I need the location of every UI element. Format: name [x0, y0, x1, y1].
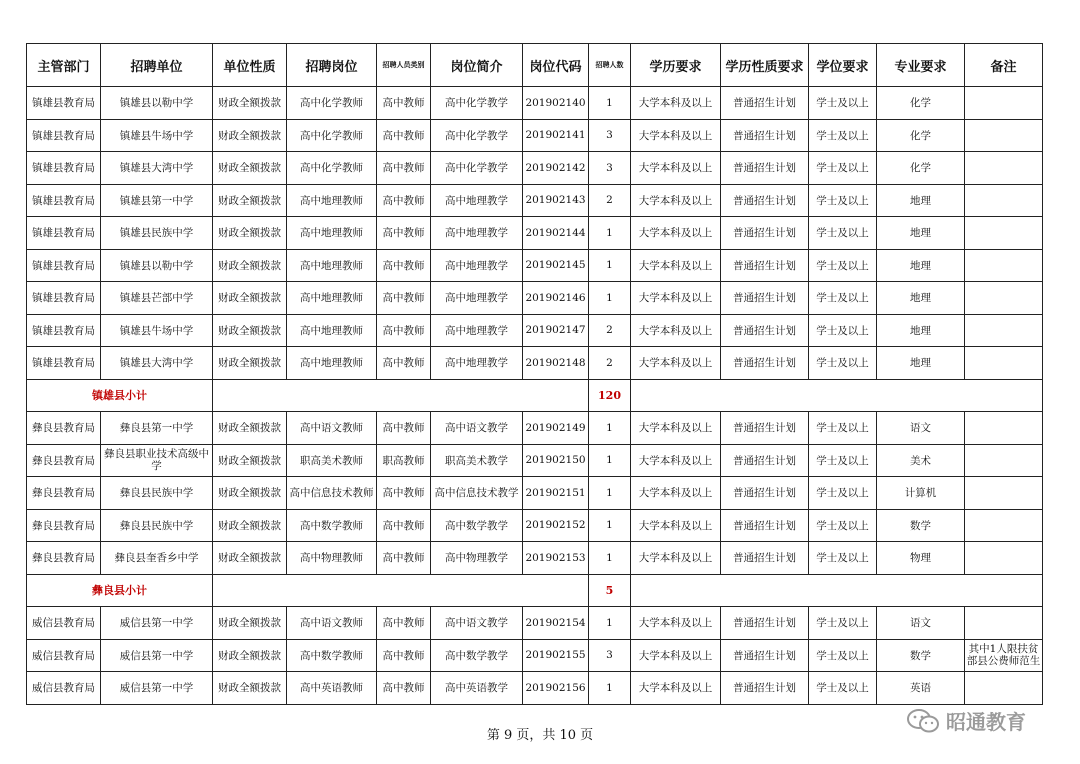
table-cell: 化学: [877, 152, 965, 185]
table-cell: 威信县教育局: [27, 672, 101, 705]
table-cell: 高中教师: [377, 87, 431, 120]
table-cell: 高中教师: [377, 412, 431, 445]
table-cell: [965, 477, 1043, 510]
table-cell: 201902149: [523, 412, 589, 445]
table-cell: 彝良县第一中学: [101, 412, 213, 445]
table-cell: 1: [589, 87, 631, 120]
table-cell: 财政全额拨款: [213, 314, 287, 347]
table-cell: 高中化学教学: [431, 119, 523, 152]
table-cell: 财政全额拨款: [213, 509, 287, 542]
table-cell: 2: [589, 184, 631, 217]
table-cell: 普通招生计划: [721, 347, 809, 380]
table-cell: [965, 412, 1043, 445]
table-cell: 财政全额拨款: [213, 119, 287, 152]
table-cell: 大学本科及以上: [631, 639, 721, 672]
table-cell: 3: [589, 639, 631, 672]
table-cell: 高中数学教师: [287, 509, 377, 542]
table-cell: 3: [589, 152, 631, 185]
table-cell: 语文: [877, 607, 965, 640]
subtotal-label: 彝良县小计: [27, 574, 213, 607]
table-cell: 普通招生计划: [721, 639, 809, 672]
table-cell: 镇雄县教育局: [27, 282, 101, 315]
table-cell: [965, 509, 1043, 542]
table-cell: 镇雄县大湾中学: [101, 152, 213, 185]
table-cell: 镇雄县教育局: [27, 249, 101, 282]
table-cell: 高中地理教师: [287, 217, 377, 250]
table-cell: 镇雄县牛场中学: [101, 119, 213, 152]
table-cell: [965, 542, 1043, 575]
table-cell: 高中化学教师: [287, 87, 377, 120]
table-cell: 大学本科及以上: [631, 87, 721, 120]
table-cell: 1: [589, 542, 631, 575]
table-cell: 201902148: [523, 347, 589, 380]
table-row: [27, 152, 1043, 185]
table-cell: 高中地理教师: [287, 347, 377, 380]
page-footer: 第 9 页，共 10 页: [486, 728, 594, 743]
table-cell: 普通招生计划: [721, 87, 809, 120]
table-cell: 1: [589, 217, 631, 250]
header-cell: 单位性质: [213, 44, 287, 87]
subtotal-total: 120: [589, 379, 631, 412]
subtotal-total: 5: [589, 574, 631, 607]
table-cell: 财政全额拨款: [213, 249, 287, 282]
table-cell: 大学本科及以上: [631, 249, 721, 282]
header-cell: 备注: [965, 44, 1043, 87]
table-cell: 数学: [877, 509, 965, 542]
subtotal-blank: [631, 574, 1043, 607]
table-cell: 普通招生计划: [721, 119, 809, 152]
watermark-text: 昭通教育: [946, 710, 1026, 734]
table-cell: 财政全额拨款: [213, 412, 287, 445]
table-cell: 大学本科及以上: [631, 444, 721, 477]
table-cell: 201902143: [523, 184, 589, 217]
table-cell: 高中地理教师: [287, 249, 377, 282]
table-cell: 高中地理教学: [431, 282, 523, 315]
table-row: [27, 184, 1043, 217]
table-cell: 镇雄县第一中学: [101, 184, 213, 217]
table-row: [27, 444, 1043, 477]
table-cell: 高中语文教师: [287, 412, 377, 445]
header-cell: 学历要求: [631, 44, 721, 87]
table-cell: 威信县第一中学: [101, 639, 213, 672]
watermark: [906, 706, 1026, 735]
table-cell: 高中数学教学: [431, 509, 523, 542]
table-cell: 镇雄县教育局: [27, 217, 101, 250]
table-cell: 财政全额拨款: [213, 184, 287, 217]
table-cell: 学士及以上: [809, 314, 877, 347]
table-cell: 1: [589, 412, 631, 445]
table-cell: [965, 314, 1043, 347]
table-cell: 职高美术教师: [287, 444, 377, 477]
table-cell: 学士及以上: [809, 87, 877, 120]
table-cell: 高中教师: [377, 217, 431, 250]
table-cell: [965, 607, 1043, 640]
table-cell: 财政全额拨款: [213, 217, 287, 250]
table-cell: 高中教师: [377, 152, 431, 185]
table-cell: 威信县教育局: [27, 607, 101, 640]
table-cell: [965, 672, 1043, 705]
table-cell: 财政全额拨款: [213, 347, 287, 380]
header-cell: 主管部门: [27, 44, 101, 87]
table-cell: 职高教师: [377, 444, 431, 477]
table-cell: 大学本科及以上: [631, 347, 721, 380]
table-cell: 地理: [877, 314, 965, 347]
table-cell: 大学本科及以上: [631, 607, 721, 640]
table-cell: 学士及以上: [809, 639, 877, 672]
table-cell: 201902155: [523, 639, 589, 672]
table-row: [27, 87, 1043, 120]
table-cell: 高中地理教师: [287, 184, 377, 217]
table-cell: 普通招生计划: [721, 249, 809, 282]
table-cell: 学士及以上: [809, 672, 877, 705]
table-cell: 财政全额拨款: [213, 542, 287, 575]
table-cell: 高中教师: [377, 672, 431, 705]
table-cell: 201902152: [523, 509, 589, 542]
table-cell: 财政全额拨款: [213, 282, 287, 315]
table-cell: 大学本科及以上: [631, 217, 721, 250]
table-cell: 高中地理教学: [431, 249, 523, 282]
table-cell: 大学本科及以上: [631, 314, 721, 347]
table-cell: 高中地理教学: [431, 217, 523, 250]
table-cell: 彝良县教育局: [27, 509, 101, 542]
table-cell: 普通招生计划: [721, 184, 809, 217]
header-cell: 专业要求: [877, 44, 965, 87]
table-cell: 彝良县民族中学: [101, 509, 213, 542]
table-cell: 高中物理教师: [287, 542, 377, 575]
table-cell: 大学本科及以上: [631, 477, 721, 510]
table-cell: 普通招生计划: [721, 542, 809, 575]
table-cell: 普通招生计划: [721, 607, 809, 640]
table-cell: 威信县第一中学: [101, 607, 213, 640]
table-row: [27, 119, 1043, 152]
table-cell: 镇雄县牛场中学: [101, 314, 213, 347]
table-row: [27, 282, 1043, 315]
table-row: [27, 347, 1043, 380]
table-cell: 高中英语教师: [287, 672, 377, 705]
table-cell: 学士及以上: [809, 282, 877, 315]
table-cell: 高中教师: [377, 249, 431, 282]
table-cell: 学士及以上: [809, 477, 877, 510]
table-cell: [965, 184, 1043, 217]
table-cell: 高中信息技术教学: [431, 477, 523, 510]
table-cell: 镇雄县教育局: [27, 184, 101, 217]
subtotal-blank: [213, 574, 589, 607]
table-cell: 学士及以上: [809, 444, 877, 477]
table-cell: 1: [589, 607, 631, 640]
table-row: [27, 542, 1043, 575]
table-cell: 2: [589, 347, 631, 380]
table-cell: 3: [589, 119, 631, 152]
table-cell: 高中教师: [377, 347, 431, 380]
table-cell: 英语: [877, 672, 965, 705]
table-cell: 高中教师: [377, 314, 431, 347]
table-row: [27, 477, 1043, 510]
table-cell: 201902151: [523, 477, 589, 510]
table-cell: 201902144: [523, 217, 589, 250]
table-cell: 高中地理教学: [431, 184, 523, 217]
table-cell: 学士及以上: [809, 152, 877, 185]
table-cell: 高中教师: [377, 639, 431, 672]
table-cell: 普通招生计划: [721, 282, 809, 315]
table-cell: 高中地理教学: [431, 347, 523, 380]
table-cell: 201902140: [523, 87, 589, 120]
table-cell: 镇雄县芒部中学: [101, 282, 213, 315]
table-cell: 其中1人限扶贫部县公费师范生: [965, 639, 1043, 672]
table-cell: 1: [589, 249, 631, 282]
table-cell: 2: [589, 314, 631, 347]
table-cell: 大学本科及以上: [631, 509, 721, 542]
table-cell: 高中语文教学: [431, 412, 523, 445]
table-row: [27, 509, 1043, 542]
header-cell: 招聘单位: [101, 44, 213, 87]
table-cell: 财政全额拨款: [213, 639, 287, 672]
table-cell: 镇雄县以勒中学: [101, 87, 213, 120]
header-cell: 学位要求: [809, 44, 877, 87]
table-cell: 高中物理教学: [431, 542, 523, 575]
table-cell: 1: [589, 444, 631, 477]
header-cell: 招聘岗位: [287, 44, 377, 87]
table-cell: 彝良县教育局: [27, 412, 101, 445]
table-cell: 彝良县教育局: [27, 444, 101, 477]
table-body: [27, 87, 1043, 705]
table-cell: 学士及以上: [809, 412, 877, 445]
table-cell: 高中英语教学: [431, 672, 523, 705]
table-cell: 镇雄县教育局: [27, 87, 101, 120]
table-cell: 财政全额拨款: [213, 444, 287, 477]
table-cell: 高中数学教学: [431, 639, 523, 672]
table-cell: 高中数学教师: [287, 639, 377, 672]
table-cell: 物理: [877, 542, 965, 575]
table-cell: 镇雄县教育局: [27, 152, 101, 185]
table-cell: 镇雄县以勒中学: [101, 249, 213, 282]
table-cell: [965, 249, 1043, 282]
table-row: [27, 607, 1043, 640]
table-cell: 地理: [877, 184, 965, 217]
table-cell: 职高美术教学: [431, 444, 523, 477]
header-cell: 岗位代码: [523, 44, 589, 87]
table-cell: 化学: [877, 119, 965, 152]
table-cell: 地理: [877, 217, 965, 250]
table-cell: 学士及以上: [809, 184, 877, 217]
table-cell: 学士及以上: [809, 249, 877, 282]
table-cell: 大学本科及以上: [631, 184, 721, 217]
table-cell: 地理: [877, 249, 965, 282]
subtotal-blank: [213, 379, 589, 412]
table-cell: 高中化学教师: [287, 119, 377, 152]
table-cell: 普通招生计划: [721, 412, 809, 445]
table-cell: 数学: [877, 639, 965, 672]
table-cell: 201902156: [523, 672, 589, 705]
header-row: [27, 44, 1043, 87]
wechat-icon: [906, 708, 940, 734]
header-cell: 学历性质要求: [721, 44, 809, 87]
table-cell: 高中地理教师: [287, 282, 377, 315]
subtotal-row: [27, 574, 1043, 607]
table-cell: 高中教师: [377, 184, 431, 217]
table-cell: 学士及以上: [809, 119, 877, 152]
table-cell: 镇雄县教育局: [27, 119, 101, 152]
table-cell: 高中语文教学: [431, 607, 523, 640]
table-cell: 美术: [877, 444, 965, 477]
table-cell: 地理: [877, 282, 965, 315]
table-cell: 普通招生计划: [721, 509, 809, 542]
subtotal-blank: [631, 379, 1043, 412]
subtotal-label: 镇雄县小计: [27, 379, 213, 412]
table-cell: 大学本科及以上: [631, 119, 721, 152]
table-cell: 201902146: [523, 282, 589, 315]
table-cell: 学士及以上: [809, 217, 877, 250]
table-cell: 高中教师: [377, 477, 431, 510]
table-cell: 1: [589, 282, 631, 315]
table-cell: 1: [589, 509, 631, 542]
table-cell: 高中教师: [377, 282, 431, 315]
table-cell: 财政全额拨款: [213, 672, 287, 705]
table-cell: 高中信息技术教师: [287, 477, 377, 510]
table-cell: 普通招生计划: [721, 477, 809, 510]
table-row: [27, 217, 1043, 250]
table-cell: 201902150: [523, 444, 589, 477]
table-cell: 学士及以上: [809, 347, 877, 380]
table-cell: 地理: [877, 347, 965, 380]
table-cell: [965, 217, 1043, 250]
table-cell: 1: [589, 477, 631, 510]
header-cell: 招聘人员类别: [377, 44, 431, 87]
table-cell: 201902153: [523, 542, 589, 575]
table-cell: [965, 444, 1043, 477]
table-cell: 彝良县教育局: [27, 542, 101, 575]
table-cell: 大学本科及以上: [631, 542, 721, 575]
table-cell: 201902141: [523, 119, 589, 152]
table-cell: 高中地理教师: [287, 314, 377, 347]
table-cell: 彝良县奎香乡中学: [101, 542, 213, 575]
table-cell: 学士及以上: [809, 542, 877, 575]
table-cell: 威信县第一中学: [101, 672, 213, 705]
table-cell: 高中语文教师: [287, 607, 377, 640]
table-cell: 高中教师: [377, 542, 431, 575]
table-cell: 威信县教育局: [27, 639, 101, 672]
table-cell: 普通招生计划: [721, 672, 809, 705]
table-cell: 大学本科及以上: [631, 282, 721, 315]
table-cell: 高中教师: [377, 509, 431, 542]
table-cell: 高中地理教学: [431, 314, 523, 347]
table-cell: 高中教师: [377, 119, 431, 152]
table-cell: 高中化学教师: [287, 152, 377, 185]
header-cell: 招聘人数: [589, 44, 631, 87]
table-cell: 化学: [877, 87, 965, 120]
table-cell: 普通招生计划: [721, 444, 809, 477]
table-cell: 财政全额拨款: [213, 607, 287, 640]
table-cell: 彝良县职业技术高级中学: [101, 444, 213, 477]
table-cell: 语文: [877, 412, 965, 445]
table-cell: 财政全额拨款: [213, 152, 287, 185]
table-cell: 201902142: [523, 152, 589, 185]
table-row: [27, 672, 1043, 705]
table-cell: 大学本科及以上: [631, 412, 721, 445]
table-cell: 普通招生计划: [721, 314, 809, 347]
table-cell: [965, 152, 1043, 185]
table-cell: 彝良县民族中学: [101, 477, 213, 510]
table-row: [27, 249, 1043, 282]
table-cell: [965, 119, 1043, 152]
table-cell: 财政全额拨款: [213, 87, 287, 120]
table-cell: 大学本科及以上: [631, 672, 721, 705]
table-cell: 高中化学教学: [431, 152, 523, 185]
table-cell: 镇雄县民族中学: [101, 217, 213, 250]
recruitment-table: [26, 43, 1043, 705]
table-row: [27, 314, 1043, 347]
table-cell: 高中教师: [377, 607, 431, 640]
table-cell: 高中化学教学: [431, 87, 523, 120]
table-cell: 彝良县教育局: [27, 477, 101, 510]
table-cell: 镇雄县教育局: [27, 314, 101, 347]
table-cell: [965, 282, 1043, 315]
table-cell: 201902154: [523, 607, 589, 640]
table-cell: 学士及以上: [809, 607, 877, 640]
table-row: [27, 639, 1043, 672]
table-cell: 1: [589, 672, 631, 705]
table-cell: [965, 347, 1043, 380]
subtotal-row: [27, 379, 1043, 412]
table-cell: 201902145: [523, 249, 589, 282]
table-cell: [965, 87, 1043, 120]
table-cell: 计算机: [877, 477, 965, 510]
table-cell: 大学本科及以上: [631, 152, 721, 185]
table-cell: 201902147: [523, 314, 589, 347]
table-cell: 镇雄县大湾中学: [101, 347, 213, 380]
table-cell: 普通招生计划: [721, 152, 809, 185]
table-cell: 镇雄县教育局: [27, 347, 101, 380]
table-cell: 学士及以上: [809, 509, 877, 542]
table-cell: 财政全额拨款: [213, 477, 287, 510]
table-cell: 普通招生计划: [721, 217, 809, 250]
header-cell: 岗位简介: [431, 44, 523, 87]
table-row: [27, 412, 1043, 445]
